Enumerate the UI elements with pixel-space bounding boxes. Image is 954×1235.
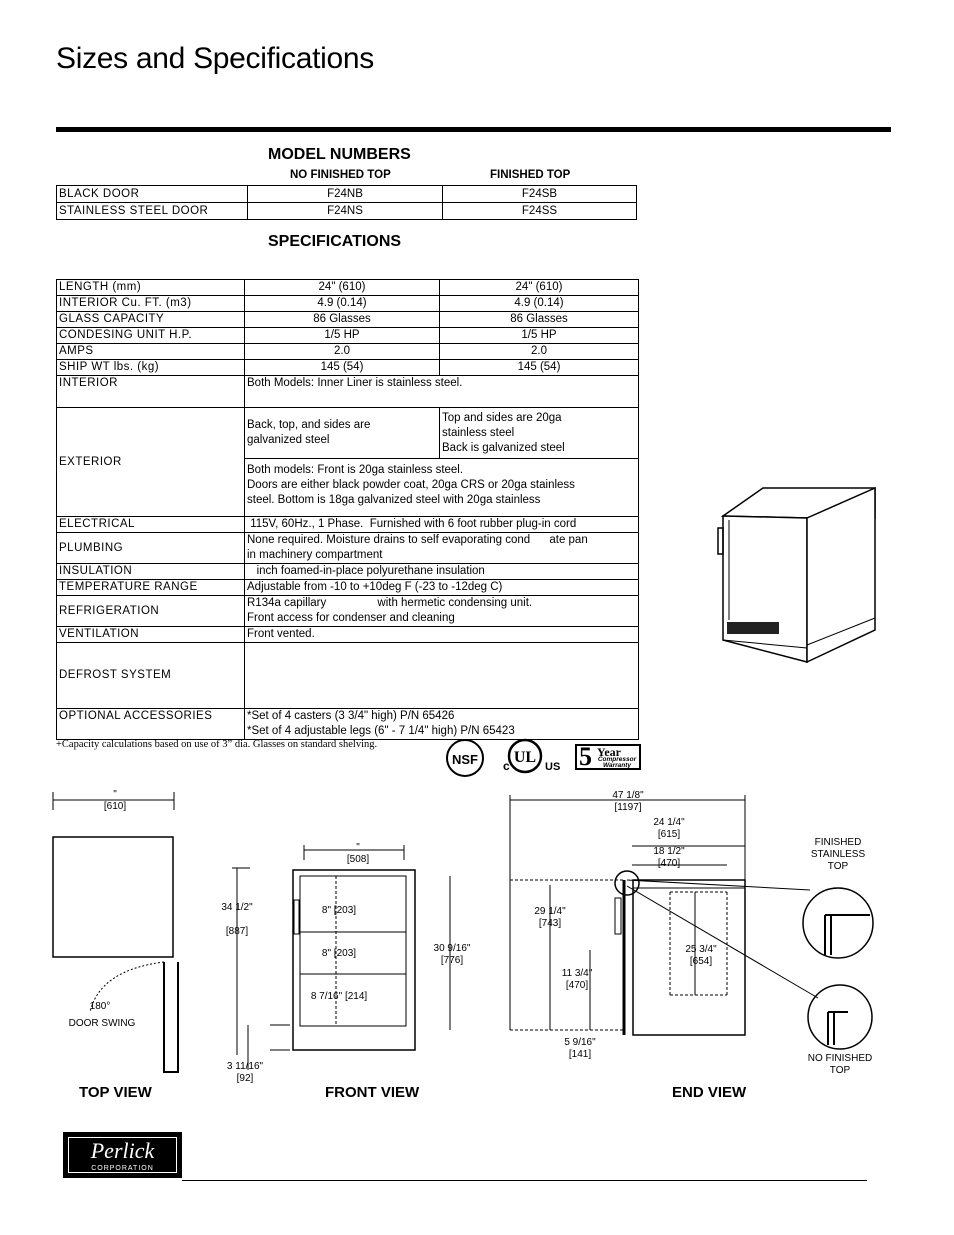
- logo-name: Perlick: [90, 1138, 155, 1163]
- spec-cell: Adjustable from -10 to +10deg F (-23 to -12deg C): [245, 580, 639, 596]
- nsf-text: NSF: [452, 752, 478, 767]
- row-label: BLACK DOOR: [57, 186, 248, 203]
- front-width-dim: " [508]: [346, 842, 370, 865]
- page-title: Sizes and Specifications: [56, 42, 374, 75]
- end-height-4-dim: 5 9/16" [141]: [564, 1037, 596, 1060]
- row-label: OPTIONAL ACCESSORIES: [57, 709, 245, 740]
- top-view-label: TOP VIEW: [79, 1084, 152, 1101]
- front-view-label: FRONT VIEW: [325, 1084, 420, 1101]
- row-label: PLUMBING: [57, 533, 245, 564]
- spec-cell: 86 Glasses: [245, 312, 440, 328]
- table-row: [57, 408, 639, 459]
- table-row: [57, 643, 639, 709]
- end-height-2-dim: 11 3/4" [470]: [561, 968, 593, 991]
- ul-logo: [498, 738, 568, 778]
- front-height-dim: 34 1/2" [887]: [221, 902, 253, 937]
- row-label: GLASS CAPACITY: [57, 312, 245, 328]
- header-rule: [56, 127, 891, 132]
- table-row: [57, 312, 639, 328]
- spec-cell: 4.9 (0.14): [440, 296, 639, 312]
- table-row: [57, 203, 637, 220]
- model-numbers-table: [56, 185, 637, 220]
- spec-cell: 2.0: [440, 344, 639, 360]
- spec-cell: 145 (54): [245, 360, 440, 376]
- table-row: [57, 533, 639, 564]
- shelf-3-dim: 8 7/16" [214]: [310, 991, 368, 1002]
- table-row: [57, 186, 637, 203]
- spec-cell: 145 (54): [440, 360, 639, 376]
- row-label: STAINLESS STEEL DOOR: [57, 203, 248, 220]
- spec-cell: Front vented.: [245, 627, 639, 643]
- table-row: [57, 517, 639, 533]
- table-row: [57, 627, 639, 643]
- spec-cell: 1/5 HP: [245, 328, 440, 344]
- spec-cell: 24" (610): [245, 280, 440, 296]
- end-height-3-dim: 25 3/4" [654]: [685, 944, 717, 967]
- spec-cell: Both Models: Inner Liner is stainless steel.: [245, 376, 639, 408]
- spec-cell: Top and sides are 20ga stainless steel Back is galvanized steel: [440, 408, 639, 459]
- table-row: [57, 596, 639, 627]
- warranty-text: Compressor Warranty: [597, 756, 637, 769]
- shelf-1-dim: 8" [203]: [321, 905, 357, 916]
- spec-cell: R134a capillary with hermetic condensing unit. Front access for condenser and cleaning: [245, 596, 639, 627]
- model-cell: F24NB: [248, 186, 443, 203]
- capacity-footnote: +Capacity calculations based on use of 3” dia. Glasses on standard shelving.: [56, 739, 378, 750]
- row-label: TEMPERATURE RANGE: [57, 580, 245, 596]
- table-row: [57, 580, 639, 596]
- nsf-logo: [445, 739, 485, 777]
- detail-finished-top-label: FINISHED STAINLESS TOP: [810, 837, 866, 872]
- end-depth-overall-dim: 47 1/8" [1197]: [612, 790, 644, 813]
- perlick-logo: [63, 1132, 182, 1178]
- ul-us-text: US: [545, 761, 561, 773]
- spec-cell: 4.9 (0.14): [245, 296, 440, 312]
- row-label: INSULATION: [57, 564, 245, 580]
- col-header-no-finished-top: NO FINISHED TOP: [290, 169, 391, 181]
- end-depth-interior-dim: 18 1/2" [470]: [653, 846, 685, 869]
- footer-rule: [182, 1180, 867, 1181]
- row-label: CONDESING UNIT H.P.: [57, 328, 245, 344]
- model-cell: F24SB: [443, 186, 637, 203]
- ul-text: UL: [513, 749, 537, 766]
- spec-cell: 115V, 60Hz., 1 Phase. Furnished with 6 foot rubber plug-in cord: [245, 517, 639, 533]
- end-depth-cabinet-dim: 24 1/4" [615]: [653, 817, 685, 840]
- table-row: [57, 296, 639, 312]
- spec-cell: 2.0: [245, 344, 440, 360]
- specifications-table: [56, 279, 639, 740]
- specifications-heading: SPECIFICATIONS: [268, 233, 402, 250]
- table-row: [57, 376, 639, 408]
- spec-cell: 24" (610): [440, 280, 639, 296]
- spec-cell: inch foamed-in-place polyurethane insulation: [245, 564, 639, 580]
- technical-drawings: [0, 780, 954, 1090]
- table-row: [57, 564, 639, 580]
- row-label: EXTERIOR: [57, 408, 245, 517]
- row-label: INTERIOR Cu. FT. (m3): [57, 296, 245, 312]
- spec-cell: 1/5 HP: [440, 328, 639, 344]
- model-cell: F24SS: [443, 203, 637, 220]
- table-row: [57, 709, 639, 740]
- base-height-dim: 3 11/16" [92]: [226, 1061, 264, 1084]
- inner-height-dim: 30 9/16" [776]: [433, 943, 471, 966]
- warranty-badge: [575, 744, 641, 770]
- row-label: DEFROST SYSTEM: [57, 643, 245, 709]
- end-height-1-dim: 29 1/4" [743]: [534, 906, 566, 929]
- ul-c-text: c: [503, 759, 510, 773]
- row-label: ELECTRICAL: [57, 517, 245, 533]
- door-swing-label: DOOR SWING: [68, 1018, 136, 1029]
- row-label: INTERIOR: [57, 376, 245, 408]
- detail-no-finished-top-label: NO FINISHED TOP: [807, 1053, 873, 1076]
- end-view-label: END VIEW: [672, 1084, 747, 1101]
- table-row: [57, 328, 639, 344]
- row-label: REFRIGERATION: [57, 596, 245, 627]
- col-header-finished-top: FINISHED TOP: [490, 169, 571, 181]
- top-width-quote: " [610]: [103, 789, 127, 812]
- model-cell: F24NS: [248, 203, 443, 220]
- spec-cell: None required. Moisture drains to self evaporating cond ate pan in machinery compartment: [245, 533, 639, 564]
- warranty-number: 5: [579, 742, 592, 771]
- row-label: VENTILATION: [57, 627, 245, 643]
- row-label: AMPS: [57, 344, 245, 360]
- logo-sub: CORPORATION: [91, 1165, 154, 1172]
- spec-cell: *Set of 4 casters (3 3/4" high) P/N 65426 *Set of 4 adjustable legs (6" - 7 1/4" high) P/N 65423: [245, 709, 639, 740]
- row-label: SHIP WT lbs. (kg): [57, 360, 245, 376]
- shelf-2-dim: 8" [203]: [321, 948, 357, 959]
- row-label: LENGTH (mm): [57, 280, 245, 296]
- warranty-year: Year: [597, 745, 621, 759]
- spec-cell: 86 Glasses: [440, 312, 639, 328]
- door-swing-degrees: 180°: [89, 1001, 111, 1012]
- model-numbers-heading: MODEL NUMBERS: [268, 146, 411, 163]
- table-row: [57, 344, 639, 360]
- refrigerator-illustration: [715, 480, 880, 670]
- spec-cell: Both models: Front is 20ga stainless steel. Doors are either black powder coat, 20ga CRS or 20ga stainless steel. Bottom is 18ga galvanized steel with 20ga stainless: [245, 459, 639, 517]
- spec-cell: Back, top, and sides are galvanized steel: [245, 408, 440, 459]
- table-row: [57, 280, 639, 296]
- table-row: [57, 360, 639, 376]
- spec-cell: [245, 643, 639, 709]
